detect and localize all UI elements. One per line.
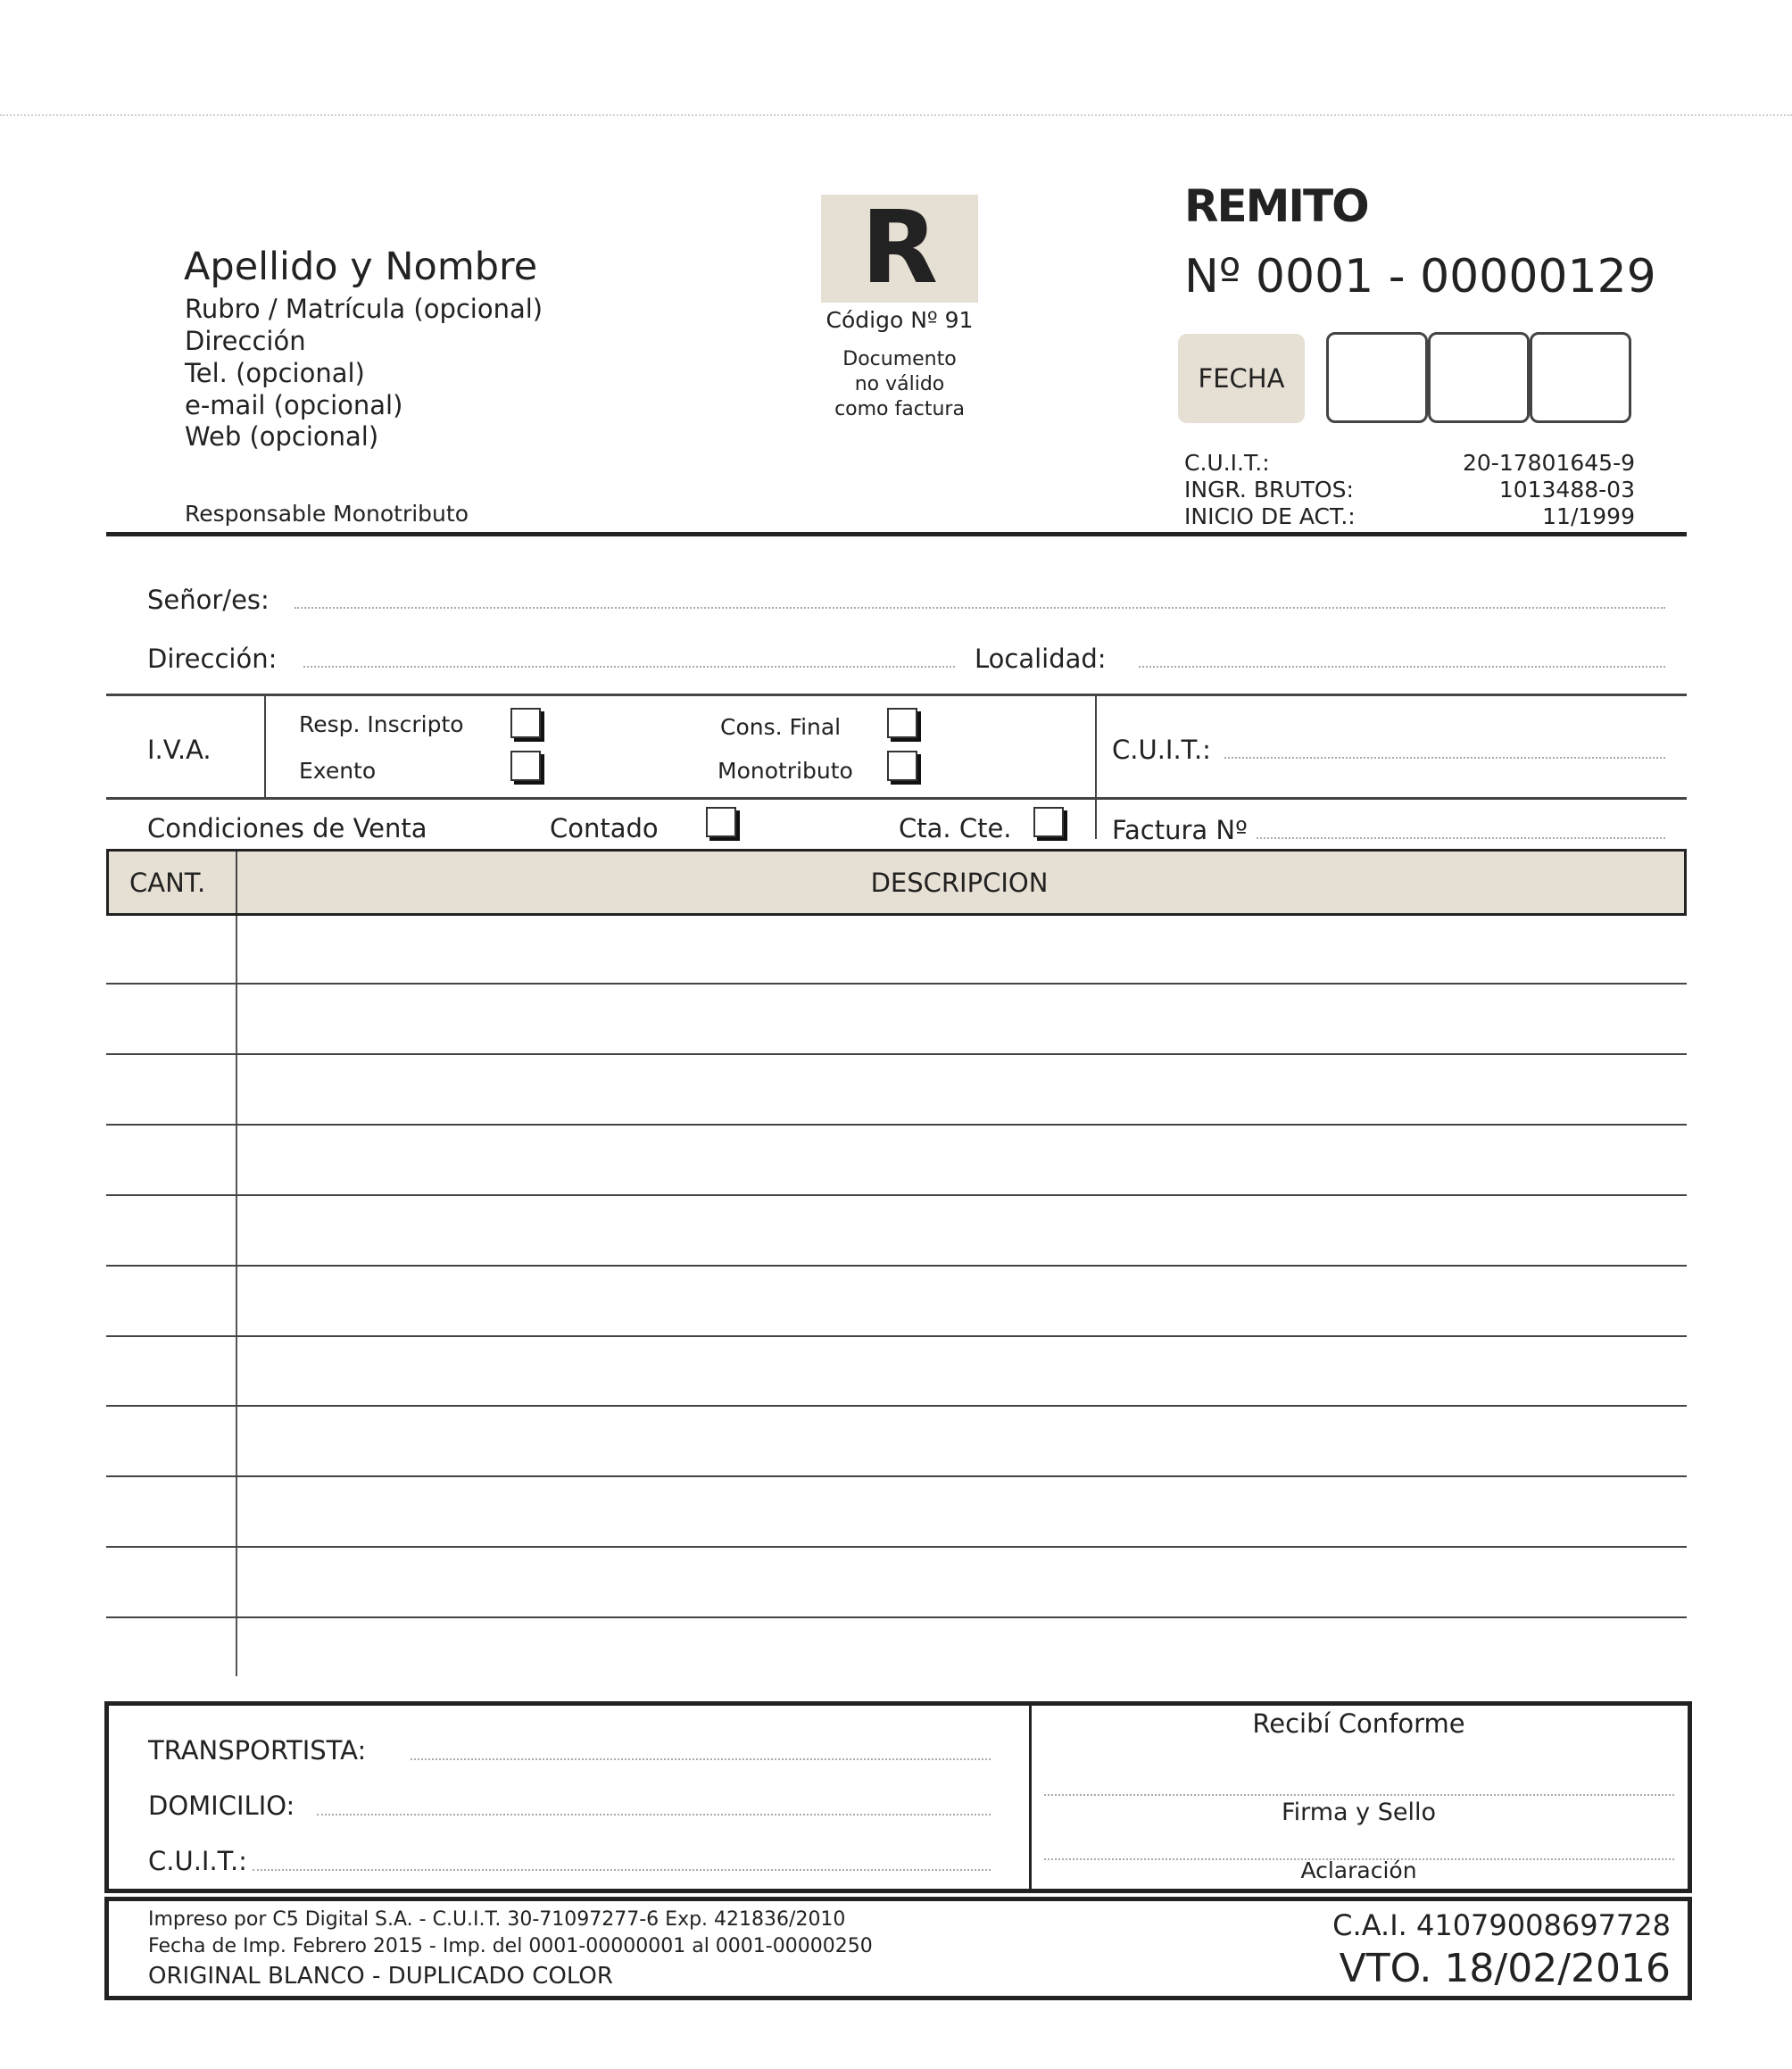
iibb-value: 1013488-03 [1498, 477, 1635, 503]
issuer-cuit-label: C.U.I.T.: [1184, 450, 1270, 476]
iva-cons-final-label: Cons. Final [720, 714, 842, 740]
iva-exento-checkbox[interactable] [510, 751, 541, 781]
cai-expiry: VTO. 18/02/2016 [1339, 1946, 1671, 1991]
iva-monotributo-checkbox[interactable] [887, 751, 917, 781]
start-activity-label: INICIO DE ACT.: [1184, 503, 1356, 529]
iva-bottom-rule [106, 797, 1687, 800]
carrier-address-label: DOMICILIO: [148, 1791, 295, 1821]
table-row [106, 1053, 1687, 1055]
issuer-cuit-value: 20-17801645-9 [1462, 450, 1635, 476]
issuer-line-phone: Tel. (opcional) [185, 358, 365, 388]
header-divider [106, 532, 1687, 536]
signature-label: Firma y Sello [1282, 1799, 1436, 1826]
iva-exento-label: Exento [299, 758, 377, 784]
iva-cuit-divider [1095, 694, 1097, 839]
client-cuit-field[interactable] [1224, 737, 1665, 759]
client-address-label: Dirección: [147, 644, 278, 674]
date-label-box [1178, 334, 1305, 423]
carrier-cuit-label: C.U.I.T.: [148, 1846, 247, 1876]
sale-cta-cte-checkbox[interactable] [1033, 807, 1064, 837]
issuer-tax-status: Responsable Monotributo [185, 501, 469, 527]
clarification-label: Aclaración [1300, 1857, 1417, 1883]
carrier-address-field[interactable] [317, 1794, 991, 1816]
table-row [106, 983, 1687, 985]
document-title: REMITO [1184, 180, 1368, 232]
issuer-line-web: Web (opcional) [185, 421, 379, 452]
carrier-label: TRANSPORTISTA: [148, 1735, 367, 1766]
start-activity-value: 11/1999 [1542, 503, 1635, 529]
col-qty-header: CANT. [129, 868, 206, 898]
table-row [106, 1194, 1687, 1196]
sale-contado-checkbox[interactable] [706, 807, 736, 837]
letter-code-r: R [860, 190, 939, 306]
document-number: Nº 0001 - 00000129 [1184, 250, 1656, 303]
receipt-title: Recibí Conforme [1252, 1708, 1465, 1739]
sale-conditions-label: Condiciones de Venta [147, 813, 427, 843]
letter-box [821, 190, 978, 306]
table-row [106, 1546, 1687, 1548]
col-desc-header: DESCRIPCION [870, 868, 1049, 898]
date-day-field[interactable] [1326, 332, 1428, 423]
copies-info: ORIGINAL BLANCO - DUPLICADO COLOR [148, 1963, 613, 1990]
perforation-line [0, 114, 1792, 116]
invoice-number-label: Factura Nº [1112, 815, 1248, 845]
cai-number: C.A.I. 41079008697728 [1332, 1908, 1671, 1942]
notice-line-3: como factura [834, 398, 965, 420]
date-month-field[interactable] [1428, 332, 1530, 423]
letter-code-number: Código Nº 91 [825, 307, 974, 333]
iva-resp-inscripto-checkbox[interactable] [510, 708, 541, 738]
date-label: FECHA [1198, 363, 1285, 394]
client-locality-field[interactable] [1139, 646, 1665, 668]
sale-contado-label: Contado [550, 813, 659, 843]
printer-info: Impreso por C5 Digital S.A. - C.U.I.T. 30-71097277-6 Exp. 421836/2010 [148, 1908, 846, 1931]
issuer-line-email: e-mail (opcional) [185, 390, 403, 420]
iva-cons-final-checkbox[interactable] [887, 708, 917, 738]
table-row [106, 1475, 1687, 1477]
carrier-field[interactable] [411, 1739, 991, 1760]
client-name-field[interactable] [295, 587, 1665, 609]
iva-top-rule [106, 694, 1687, 696]
client-name-label: Señor/es: [147, 585, 270, 615]
table-row [106, 1124, 1687, 1126]
table-row [106, 1616, 1687, 1618]
notice-line-1: Documento [842, 348, 957, 370]
date-year-field[interactable] [1530, 332, 1631, 423]
iibb-label: INGR. BRUTOS: [1184, 477, 1354, 503]
notice-line-2: no válido [854, 373, 945, 395]
table-row [106, 1405, 1687, 1407]
table-row [106, 1335, 1687, 1337]
issuer-line-rubro: Rubro / Matrícula (opcional) [185, 294, 543, 324]
invoice-number-field[interactable] [1257, 818, 1665, 839]
print-date-info: Fecha de Imp. Febrero 2015 - Imp. del 0001-00000001 al 0001-00000250 [148, 1935, 873, 1957]
iva-label: I.V.A. [147, 735, 212, 765]
sale-cta-cte-label: Cta. Cte. [899, 813, 1012, 843]
client-address-field[interactable] [303, 646, 955, 668]
client-cuit-label: C.U.I.T.: [1112, 735, 1211, 765]
carrier-cuit-field[interactable] [253, 1849, 991, 1871]
iva-resp-inscripto-label: Resp. Inscripto [299, 711, 464, 737]
issuer-name: Apellido y Nombre [184, 245, 538, 289]
issuer-line-address: Dirección [185, 326, 306, 356]
table-body-col-divider [236, 916, 237, 1676]
signature-field[interactable] [1044, 1774, 1674, 1796]
table-row [106, 1265, 1687, 1267]
iva-label-divider [264, 694, 266, 798]
client-locality-label: Localidad: [975, 644, 1107, 674]
iva-monotributo-label: Monotributo [718, 758, 853, 784]
